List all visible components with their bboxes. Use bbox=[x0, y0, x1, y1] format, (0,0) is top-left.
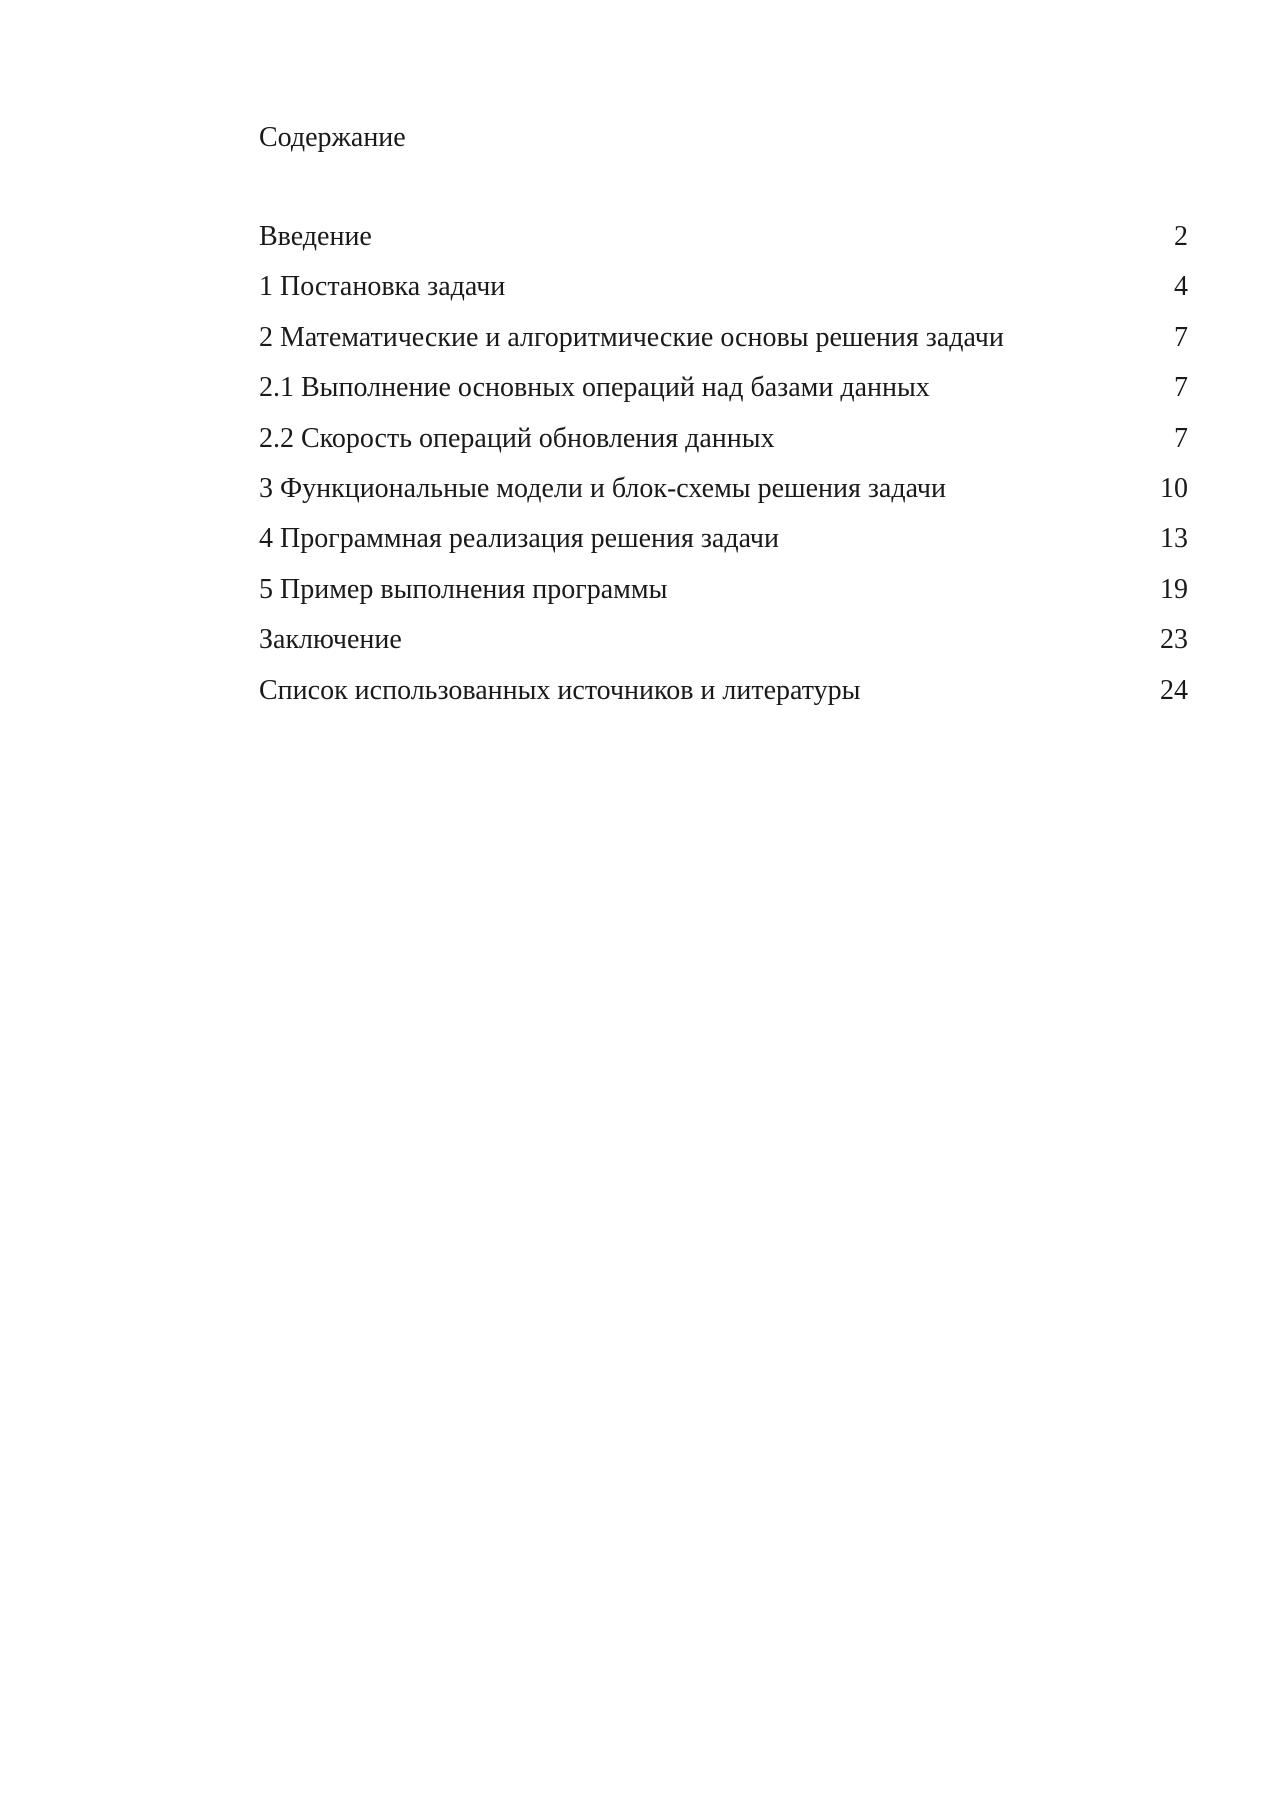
toc-entry bbox=[259, 572, 1188, 622]
toc-entry bbox=[259, 421, 1188, 471]
toc-entry-label: Заключение bbox=[259, 624, 402, 656]
toc-entry bbox=[259, 673, 1188, 723]
toc-entry-page-number: 4 bbox=[1174, 271, 1188, 303]
toc-entry-page-number: 7 bbox=[1174, 422, 1188, 454]
toc-entry bbox=[259, 219, 1188, 269]
toc-entry-label: Введение bbox=[259, 221, 372, 252]
toc-entry-label: 4 Программная реализация решения задачи bbox=[259, 523, 779, 555]
toc-entry bbox=[259, 521, 1188, 571]
toc-entry-label: 2.2 Скорость операций обновления данных bbox=[259, 422, 775, 454]
toc-entry-page-number: 2 bbox=[1174, 221, 1188, 252]
toc-entry bbox=[259, 320, 1188, 370]
toc-entry-label: 2 Математические и алгоритмические основы решения задачи bbox=[259, 321, 1004, 353]
toc-entry-label: 5 Пример выполнения программы bbox=[259, 573, 668, 605]
toc-entry-label: 1 Постановка задачи bbox=[259, 271, 506, 303]
toc-entry-label: Список использованных источников и литературы bbox=[259, 674, 861, 706]
toc-entry-page-number: 7 bbox=[1174, 372, 1188, 404]
toc-entry-label: 2.1 Выполнение основных операций над базами данных bbox=[259, 372, 930, 404]
toc-entry bbox=[259, 269, 1188, 319]
toc-entry-page-number: 7 bbox=[1174, 321, 1188, 353]
toc-entry-label: 3 Функциональные модели и блок-схемы решения задачи bbox=[259, 472, 946, 504]
table-of-contents bbox=[259, 219, 1188, 723]
toc-entry bbox=[259, 622, 1188, 672]
toc-entry-page-number: 23 bbox=[1160, 624, 1188, 656]
toc-title: Содержание bbox=[259, 122, 406, 153]
toc-entry-page-number: 24 bbox=[1160, 674, 1188, 706]
toc-entry-page-number: 19 bbox=[1160, 573, 1188, 605]
toc-entry bbox=[259, 370, 1188, 420]
toc-entry-page-number: 10 bbox=[1160, 472, 1188, 504]
toc-entry bbox=[259, 471, 1188, 521]
toc-entry-page-number: 13 bbox=[1160, 523, 1188, 555]
